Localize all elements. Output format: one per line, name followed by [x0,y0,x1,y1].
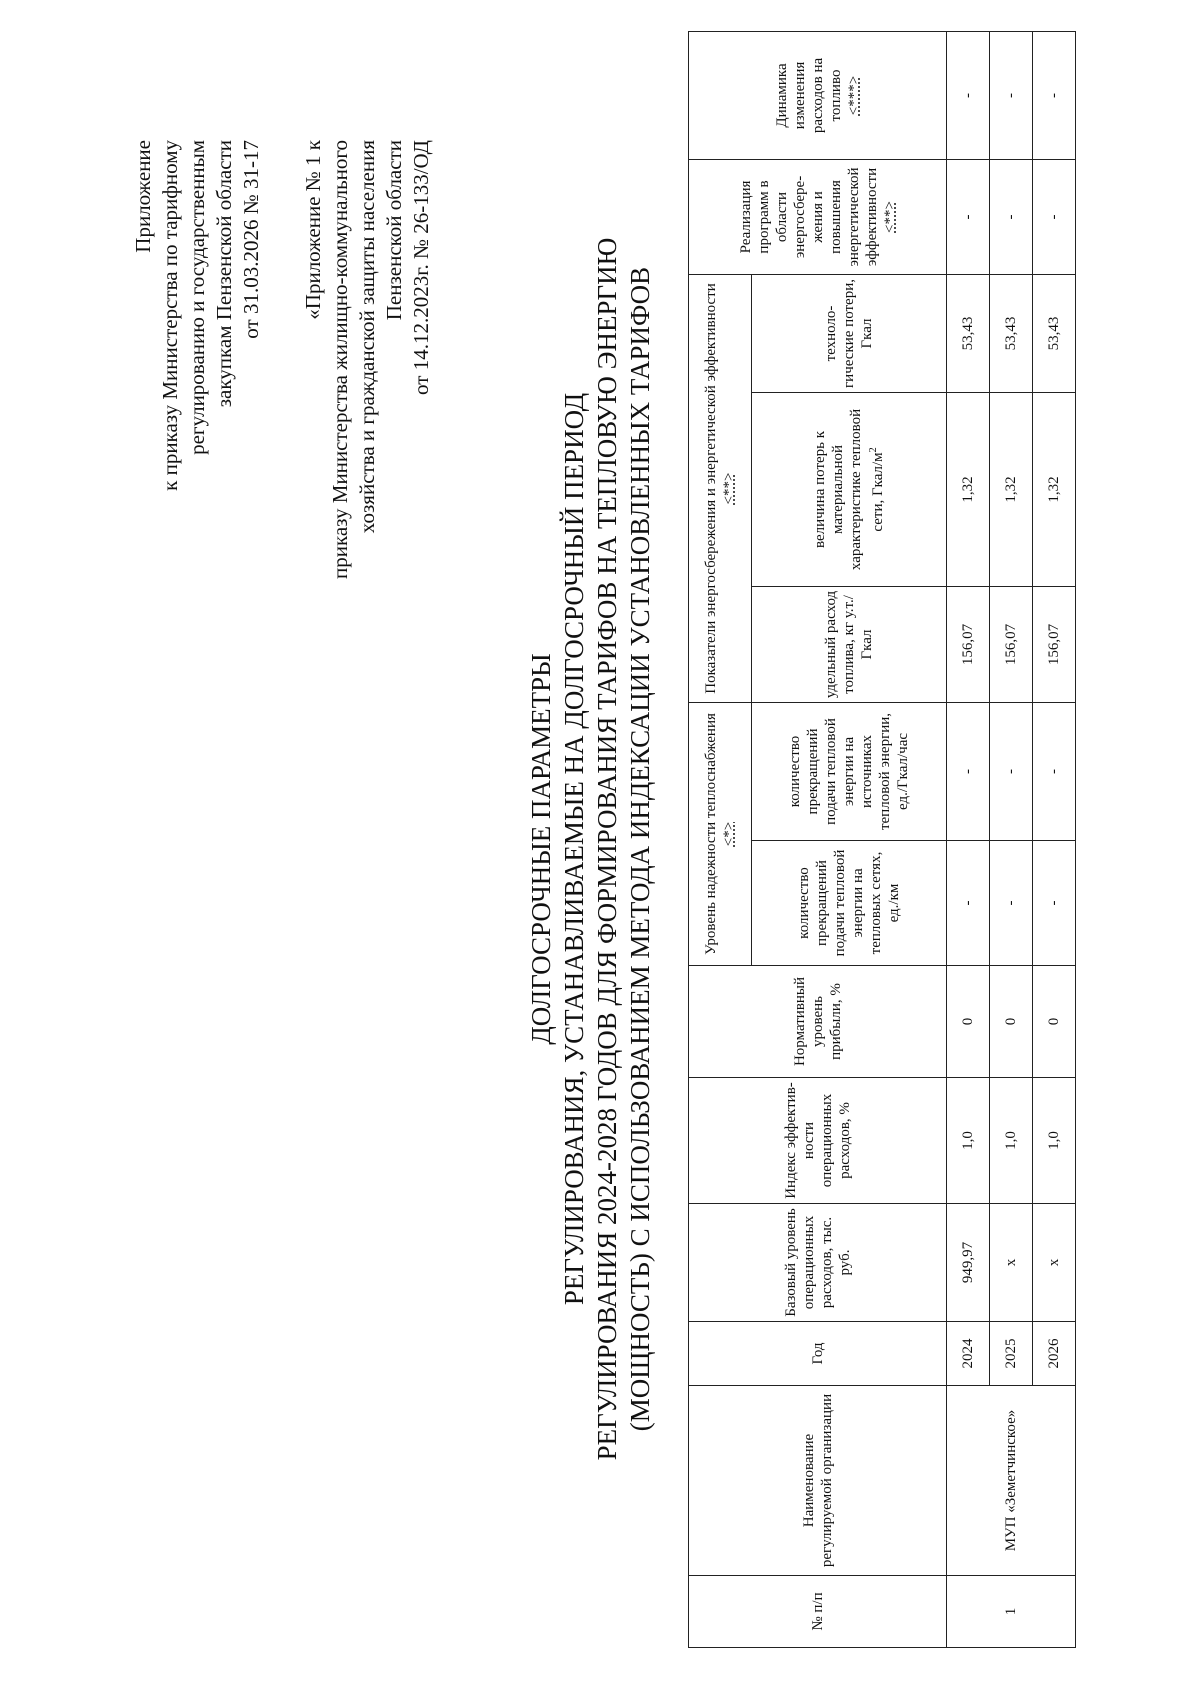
cell-fuel-dynamics: - [990,31,1033,159]
header-rel-networks: количество прекращений подачи тепловой энергии на тепловых сетях, ед./км [752,841,947,966]
header-fuel-dynamics-text: Динамика изменения расходов на топливо [773,57,844,134]
appendix-reference [300,140,435,780]
cell-rel-networks: - [1033,841,1076,966]
table-row [947,31,990,1647]
appendix-line: Приложение [131,140,155,253]
cell-fuel-rate: 156,07 [947,586,990,702]
title-line: (МОЩНОСТЬ) С ИСПОЛЬЗОВАНИЕМ МЕТОДА ИНДЕКСАЦИИ УСТАНОВЛЕННЫХ ТАРИФОВ [625,266,655,1432]
title-line: РЕГУЛИРОВАНИЯ, УСТАНАВЛИВАЕМЫЕ НА ДОЛГОСРОЧНЫЙ ПЕРИОД [559,392,589,1306]
cell-loss-value: 1,32 [1033,392,1076,586]
appendix-line: к приказу Министерства по тарифному [158,140,182,491]
header-programs-text: Реализация программ в области энергосбере-жения и повышения энергетической эффективности [737,167,880,267]
cell-programs: - [990,159,1033,274]
header-reliability-text: Уровень надежности теплоснабжения [703,713,719,955]
cell-tech-losses: 53,43 [947,274,990,392]
cell-base-opex: x [1033,1204,1076,1322]
cell-loss-value: 1,32 [947,392,990,586]
cell-org-name: МУП «Земетчинское» [947,1386,1076,1576]
header-fuel-rate: удельный расход топлива, кг у.т./Гкал [752,586,947,702]
cell-fuel-rate: 156,07 [1033,586,1076,702]
footnote-link[interactable]: <*> [721,821,737,847]
header-num: № п/п [689,1576,947,1648]
header-rel-sources: количество прекращений подачи тепловой энергии на источниках тепловой энергии, ед./Гкал/час [752,702,947,840]
appendix-line: приказу Министерства жилищно-коммунального [328,140,352,580]
header-energy-text: Показатели энергосбережения и энергетической эффективности [703,283,719,694]
cell-fuel-dynamics: - [947,31,990,159]
appendix-line: от 31.03.2026 № 31-17 [239,140,263,339]
header-fuel-dynamics [689,31,947,159]
header-reliability-group [689,702,752,965]
cell-efficiency-index: 1,0 [1033,1078,1076,1204]
cell-fuel-dynamics: - [1033,31,1076,159]
footnote-link[interactable]: <***> [845,75,862,116]
cell-year: 2026 [1033,1322,1076,1386]
header-efficiency-index: Индекс эффектив-ности операционных расходов, % [689,1078,947,1204]
cell-loss-value: 1,32 [990,392,1033,586]
cell-profit-level: 0 [1033,966,1076,1078]
cell-fuel-rate: 156,07 [990,586,1033,702]
header-org: Наименование регулируемой организации [689,1386,947,1576]
title-line: ДОЛГОСРОЧНЫЕ ПАРАМЕТРЫ [526,653,556,1045]
table-header-row [689,31,752,1647]
appendix-line: закупкам Пензенской области [212,140,236,408]
title-line: РЕГУЛИРОВАНИЯ 2024-2028 ГОДОВ ДЛЯ ФОРМИРОВАНИЯ ТАРИФОВ НА ТЕПЛОВУЮ ЭНЕРГИЮ [592,237,622,1461]
cell-year: 2025 [990,1322,1033,1386]
appendix-line: «Приложение № 1 к [301,140,325,320]
cell-rel-sources: - [1033,702,1076,840]
cell-profit-level: 0 [990,966,1033,1078]
cell-base-opex: 949,97 [947,1204,990,1322]
header-tech-losses: техноло-гические потери, Гкал [752,274,947,392]
parameters-table [688,31,1076,1648]
appendix-line: Пензенской области [382,140,406,321]
cell-base-opex: x [990,1204,1033,1322]
cell-year: 2024 [947,1322,990,1386]
appendix-line: от 14.12.2023г. № 26-133/ОД [409,140,433,395]
appendix-line: хозяйства и гражданской защиты населения [355,140,379,534]
appendix-note [130,140,265,780]
cell-rel-networks: - [947,841,990,966]
document-title [525,0,657,1698]
footnote-link[interactable]: <**> [881,201,898,233]
header-loss-value [752,392,947,586]
cell-tech-losses: 53,43 [990,274,1033,392]
header-base-opex: Базовый уровень операционных расходов, тыс. руб. [689,1204,947,1322]
header-programs [689,159,947,274]
superscript: 2 [868,447,879,453]
cell-num: 1 [947,1576,1076,1648]
appendix-line: регулированию и государственным [185,140,209,455]
header-year: Год [689,1322,947,1386]
header-energy-group [689,274,752,702]
cell-rel-sources: - [990,702,1033,840]
header-loss-value-text: величина потерь к материальной характеристике тепловой сети, Гкал/м [812,408,886,571]
cell-efficiency-index: 1,0 [947,1078,990,1204]
header-profit-level: Нормативный уровень прибыли, % [689,966,947,1078]
cell-tech-losses: 53,43 [1033,274,1076,392]
cell-rel-sources: - [947,702,990,840]
cell-programs: - [947,159,990,274]
cell-rel-networks: - [990,841,1033,966]
cell-efficiency-index: 1,0 [990,1078,1033,1204]
cell-programs: - [1033,159,1076,274]
cell-profit-level: 0 [947,966,990,1078]
footnote-link[interactable]: <**> [721,472,737,505]
